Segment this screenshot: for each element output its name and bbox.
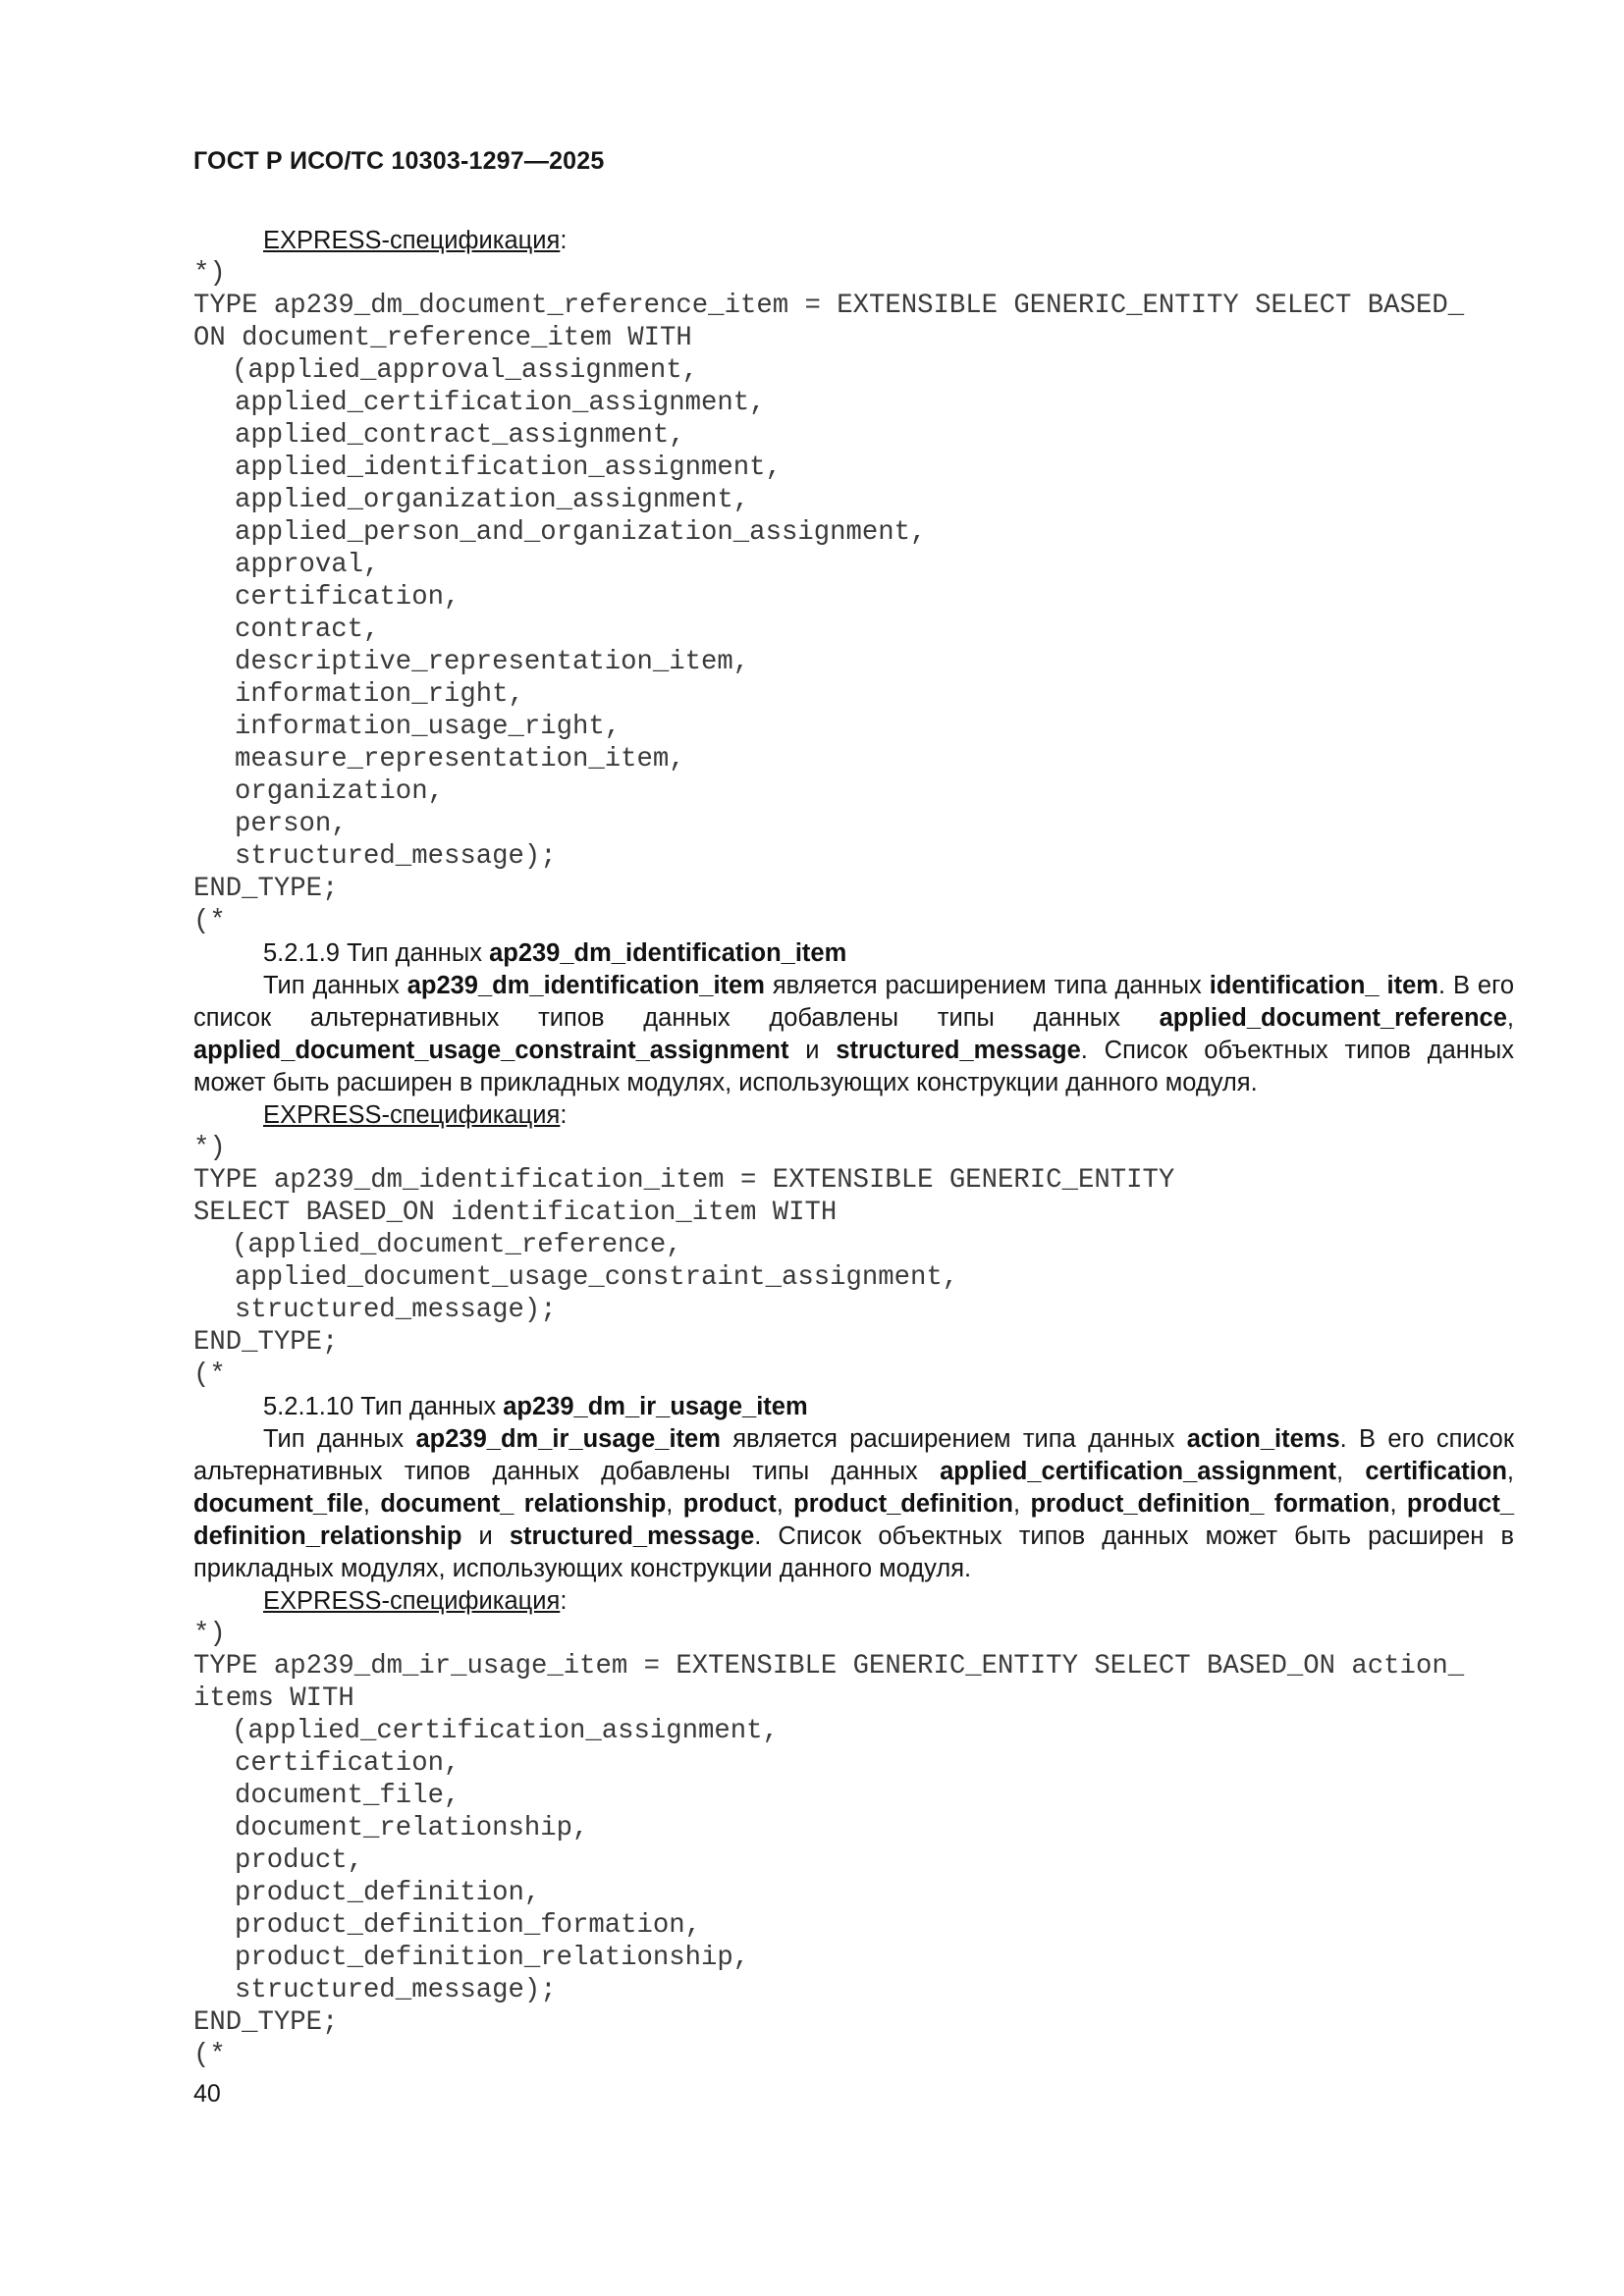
code-line: applied_organization_assignment,	[235, 485, 750, 515]
code-line: information_right,	[235, 679, 524, 710]
code-close-2: (*	[193, 1360, 226, 1390]
code-open-3: *)	[193, 1619, 226, 1649]
code-line: TYPE ap239_dm_document_reference_item = EXTENSIBLE GENERIC_ENTITY SELECT BASED_	[193, 291, 1465, 321]
section-heading-5-2-1-10: 5.2.1.10 Тип данных ap239_dm_ir_usage_item	[263, 1393, 808, 1420]
code-line: measure_representation_item,	[235, 744, 685, 774]
code-line: information_usage_right,	[235, 712, 622, 742]
code-line: structured_message);	[235, 841, 557, 872]
code-end-3: END_TYPE;	[193, 2007, 339, 2038]
document-header: ГОСТ Р ИСО/ТС 10303-1297—2025	[193, 147, 605, 175]
code-line: applied_document_usage_constraint_assignment,	[235, 1262, 959, 1293]
code-line: product_definition_formation,	[235, 1910, 702, 1941]
code-line: ON document_reference_item WITH	[193, 323, 692, 353]
express-spec-label-3: EXPRESS-спецификация:	[263, 1587, 568, 1615]
code-line: certification,	[235, 1748, 460, 1779]
express-spec-label-1: EXPRESS-спецификация:	[263, 227, 568, 254]
section-heading-5-2-1-9: 5.2.1.9 Тип данных ap239_dm_identification_item	[263, 939, 847, 967]
code-line: certification,	[235, 582, 460, 613]
code-line: (applied_approval_assignment,	[232, 355, 699, 386]
code-line: applied_contract_assignment,	[235, 420, 685, 451]
express-spec-label-2: EXPRESS-спецификация:	[263, 1101, 568, 1129]
section-paragraph-5-2-1-9: Тип данных ap239_dm_identification_item является расширением типа данных identification_ item. В его список альтернативных типов данных добавлены типы данных applied_document_reference, applied_document_usage_constraint_assignment и structured_message. Список объектных типов данных может быть расширен в прикладных модулях, использующих конструкции данного модуля.	[193, 972, 1515, 1096]
code-end-2: END_TYPE;	[193, 1327, 339, 1358]
code-line: (applied_document_reference,	[232, 1230, 682, 1260]
code-line: organization,	[235, 776, 444, 807]
code-line: person,	[235, 809, 348, 839]
code-open-2: *)	[193, 1133, 226, 1163]
code-line: descriptive_representation_item,	[235, 647, 750, 677]
code-line: approval,	[235, 550, 380, 580]
code-open-1: *)	[193, 258, 226, 289]
code-end-1: END_TYPE;	[193, 874, 339, 904]
section-paragraph-5-2-1-10: Тип данных ap239_dm_ir_usage_item является расширением типа данных action_items. В его список альтернативных типов данных добавлены типы данных applied_certification_assignment, certification, document_file, document_ relationship, product, product_definition, product_definition_ formation, product_ definition_relationship и structured_message. Список объектных типов данных может быть расширен в прикладных модулях, использующих конструкции данного модуля.	[193, 1425, 1515, 1582]
code-line: product,	[235, 1845, 364, 1876]
code-line: product_definition_relationship,	[235, 1943, 750, 1973]
code-line: applied_person_and_organization_assignment,	[235, 517, 927, 548]
code-line: (applied_certification_assignment,	[232, 1716, 779, 1746]
code-line: TYPE ap239_dm_ir_usage_item = EXTENSIBLE GENERIC_ENTITY SELECT BASED_ON action_	[193, 1651, 1465, 1682]
code-line: contract,	[235, 614, 380, 645]
code-line: items WITH	[193, 1683, 354, 1714]
page-content	[193, 225, 1514, 2071]
code-line: SELECT BASED_ON identification_item WITH	[193, 1198, 838, 1228]
code-line: applied_certification_assignment,	[235, 388, 766, 418]
code-line: document_relationship,	[235, 1813, 589, 1843]
code-line: product_definition,	[235, 1878, 541, 1908]
code-line: structured_message);	[235, 1975, 557, 2005]
code-line: document_file,	[235, 1781, 460, 1811]
code-close-3: (*	[193, 2040, 226, 2070]
code-line: TYPE ap239_dm_identification_item = EXTENSIBLE GENERIC_ENTITY	[193, 1165, 1175, 1196]
code-close-1: (*	[193, 906, 226, 936]
page-number: 40	[193, 2080, 221, 2108]
code-line: applied_identification_assignment,	[235, 453, 782, 483]
code-line: structured_message);	[235, 1295, 557, 1325]
